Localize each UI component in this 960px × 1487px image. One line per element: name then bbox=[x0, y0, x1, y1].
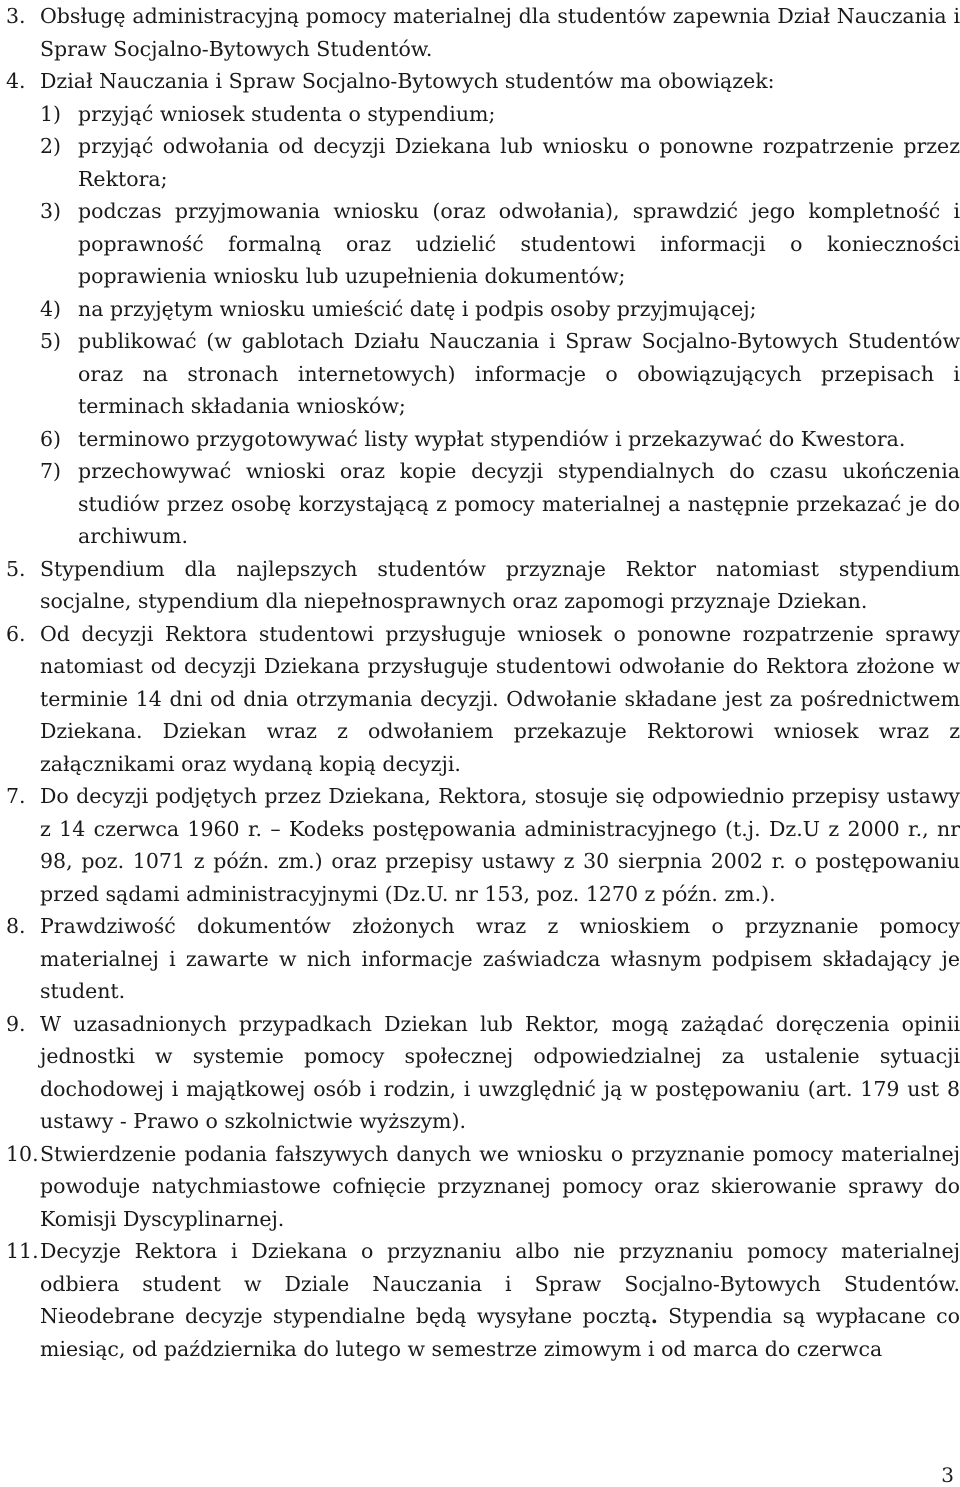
paragraph-text: Obsługę administracyjną pomocy materialnej dla studentów zapewnia Dział Nauczania i Spraw Socjalno-Bytowych Studentów. bbox=[40, 4, 960, 61]
paragraph-3 bbox=[0, 0, 960, 65]
paragraph-9 bbox=[0, 1008, 960, 1138]
paragraph-6 bbox=[0, 618, 960, 781]
paragraph-number: 3. bbox=[6, 4, 26, 28]
paragraph-text: W uzasadnionych przypadkach Dziekan lub Rektor, mogą zażądać doręczenia opinii jednostki w systemie pomocy społecznej odpowiedzialnej za ustalenie sytuacji dochodowej i majątkowej osób i rodzin, i uwzględnić ją w postępowaniu (art. 179 ust 8 ustawy - Prawo o szkolnictwie wyższym). bbox=[40, 1011, 960, 1133]
subitem-6 bbox=[0, 423, 960, 456]
paragraph-text: Stypendium dla najlepszych studentów przyznaje Rektor natomiast stypendium socjalne, stypendium dla niepełnosprawnych oraz zapomogi przyznaje Dziekan. bbox=[40, 556, 960, 613]
paragraph-text bbox=[40, 1235, 960, 1365]
paragraph-8 bbox=[0, 910, 960, 1008]
paragraph-number: 4. bbox=[6, 69, 26, 93]
subitem-number: 4) bbox=[40, 296, 62, 321]
subitem-text: przechowywać wnioski oraz kopie decyzji stypendialnych do czasu ukończenia studiów przez osobę korzystającą z pomocy materialnej a następnie przekazać je do archiwum. bbox=[78, 459, 960, 548]
paragraph-7 bbox=[0, 780, 960, 910]
paragraph-number: 9. bbox=[6, 1011, 26, 1036]
subitem-number: 3) bbox=[40, 199, 62, 223]
paragraph-text-part: Decyzje Rektora i Dziekana o przyznaniu albo nie przyznaniu pomocy materialnej odbiera student w Dziale Nauczania i Spraw Socjalno-Bytowych Studentów. Nieodebrane decyzje stypendialne będą wysyłane pocztą bbox=[40, 1239, 960, 1328]
subitem-number: 7) bbox=[40, 459, 62, 483]
subitem-text: przyjąć wniosek studenta o stypendium; bbox=[78, 101, 496, 126]
paragraph-number: 11. bbox=[6, 1239, 39, 1263]
paragraph-text: Do decyzji podjętych przez Dziekana, Rektora, stosuje się odpowiednio przepisy ustawy z 14 czerwca 1960 r. – Kodeks postępowania administracyjnego (t.j. Dz.U z 2000 r., nr 98, poz. 1071 z późn. zm.) oraz przepisy ustawy z 30 sierpnia 2002 r. o postępowaniu przed sądami administracyjnymi (Dz.U. nr 153, poz. 1270 z późn. zm.). bbox=[40, 784, 960, 906]
subitem-text: na przyjętym wniosku umieścić datę i podpis osoby przyjmującej; bbox=[78, 296, 757, 321]
paragraph-text-part: Stypendia są wypłacane co miesiąc, od października do lutego w semestrze zimowym i od marca do czerwca bbox=[40, 1304, 960, 1361]
bold-period: . bbox=[650, 1304, 658, 1328]
paragraph-10 bbox=[0, 1138, 960, 1236]
subitem-1 bbox=[0, 98, 960, 131]
paragraph-4 bbox=[0, 65, 960, 98]
subitem-number: 1) bbox=[40, 101, 62, 126]
subitem-2 bbox=[0, 130, 960, 195]
paragraph-text: Prawdziwość dokumentów złożonych wraz z wnioskiem o przyznanie pomocy materialnej i zawarte w nich informacje zaświadcza własnym podpisem składający je student. bbox=[40, 914, 960, 1003]
subitem-5 bbox=[0, 325, 960, 423]
subitem-number: 6) bbox=[40, 426, 62, 451]
paragraph-text: Dział Nauczania i Spraw Socjalno-Bytowych studentów ma obowiązek: bbox=[40, 69, 775, 93]
paragraph-5 bbox=[0, 553, 960, 618]
paragraph-number: 8. bbox=[6, 914, 26, 938]
page-number: 3 bbox=[941, 1463, 954, 1487]
subitem-7 bbox=[0, 455, 960, 553]
subitem-4 bbox=[0, 293, 960, 326]
paragraph-number: 6. bbox=[6, 621, 26, 646]
subitem-number: 5) bbox=[40, 329, 62, 353]
paragraph-11 bbox=[0, 1235, 960, 1365]
paragraph-text: Stwierdzenie podania fałszywych danych we wniosku o przyznanie pomocy materialnej powoduje natychmiastowe cofnięcie przyznanej pomocy oraz skierowanie sprawy do Komisji Dyscyplinarnej. bbox=[40, 1141, 960, 1231]
paragraph-number: 10. bbox=[6, 1141, 39, 1166]
paragraph-number: 5. bbox=[6, 556, 26, 581]
subitem-number: 2) bbox=[40, 134, 62, 158]
paragraph-number: 7. bbox=[6, 784, 26, 808]
subitem-text: publikować (w gablotach Działu Nauczania i Spraw Socjalno-Bytowych Studentów oraz na stronach internetowych) informacje o obowiązujących przepisach i terminach składania wniosków; bbox=[78, 329, 960, 418]
subitem-text: podczas przyjmowania wniosku (oraz odwołania), sprawdzić jego kompletność i poprawność formalną oraz udzielić studentowi informacji o konieczności poprawienia wniosku lub uzupełnienia dokumentów; bbox=[78, 199, 960, 288]
subitem-text: terminowo przygotowywać listy wypłat stypendiów i przekazywać do Kwestora. bbox=[78, 426, 906, 451]
subitem-text: przyjąć odwołania od decyzji Dziekana lub wniosku o ponowne rozpatrzenie przez Rektora; bbox=[78, 134, 960, 191]
paragraph-text: Od decyzji Rektora studentowi przysługuje wniosek o ponowne rozpatrzenie sprawy natomiast od decyzji Dziekana przysługuje studentowi odwołanie do Rektora złożone w terminie 14 dni od dnia otrzymania decyzji. Odwołanie składane jest za pośrednictwem Dziekana. Dziekan wraz z odwołaniem przekazuje Rektorowi wniosek wraz z załącznikami oraz wydaną kopią decyzji. bbox=[40, 621, 960, 776]
subitem-3 bbox=[0, 195, 960, 293]
